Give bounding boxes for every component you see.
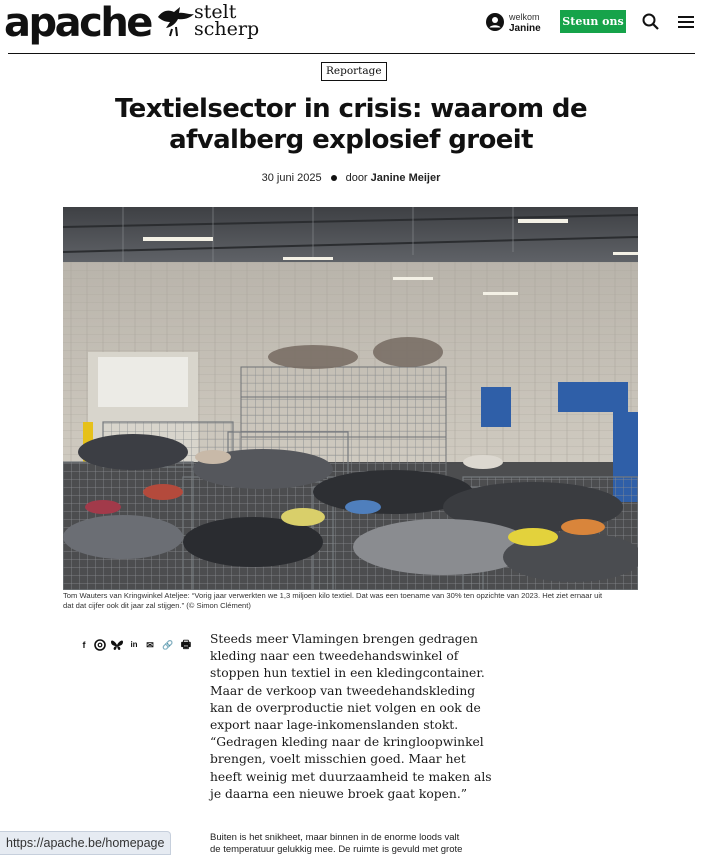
- print-icon[interactable]: 🖶: [180, 639, 192, 651]
- article-meta: [0, 171, 702, 185]
- user-icon: [486, 13, 504, 31]
- threads-icon[interactable]: [94, 639, 106, 651]
- article-lead: Steeds meer Vlamingen brengen gedragen kleding naar een tweedehandswinkel of stoppen hun textiel in een kledingcontainer. Maar de verkoop van tweedehandskleding kan de overproductie niet volgen en ook de export naar lage-inkomenslanden stokt. “Gedragen kleding naar de kringloopwinkel brengen, voelt misschien goed. Maar het heeft weinig met duurzaamheid te maken als je daarna een nieuwe broek gaat kopen.”: [210, 632, 492, 801]
- article-date: 30 juni 2025: [261, 172, 322, 184]
- bird-logo-icon: [156, 3, 196, 37]
- site-header: [0, 0, 702, 48]
- user-account[interactable]: [486, 12, 556, 36]
- email-icon[interactable]: ✉: [146, 640, 154, 650]
- article-title: Textielsector in crisis: waarom de afvalberg explosief groeit: [115, 94, 587, 155]
- category-tag[interactable]: Reportage: [321, 62, 387, 81]
- user-welcome: welkom: [509, 12, 540, 22]
- share-bar: [78, 638, 194, 652]
- search-icon[interactable]: [641, 12, 661, 32]
- header-divider: [8, 53, 695, 54]
- meta-separator: [331, 175, 337, 181]
- site-logo[interactable]: apache: [4, 0, 151, 46]
- article-body: Buiten is het snikheet, maar binnen in de enorme loods valt de temperatuur gelukkig mee. De ruimte is gevuld met grote: [210, 832, 463, 855]
- facebook-icon[interactable]: f: [82, 640, 86, 650]
- support-button[interactable]: Steun ons: [560, 10, 626, 33]
- linkedin-icon[interactable]: in: [130, 640, 138, 649]
- photo-caption: Tom Wauters van Kringwinkel Ateljee: “Vorig jaar verwerkten we 1,3 miljoen kilo textiel. Dat was een toename van 30% ten opzichte van 2023. Het ziet ernaar uit dat dat cijfer ook dit jaar zal stijgen.” (© Simon Clément): [63, 591, 603, 610]
- author-prefix: door: [345, 172, 368, 184]
- article-photo: [63, 207, 638, 590]
- article-author[interactable]: Janine Meijer: [370, 172, 441, 184]
- status-bar-url: https://apache.be/homepage: [0, 831, 171, 855]
- link-icon[interactable]: 🔗: [162, 640, 174, 650]
- hamburger-menu-icon[interactable]: [677, 14, 695, 30]
- user-name: Janine: [509, 23, 541, 34]
- bluesky-icon[interactable]: [110, 639, 124, 651]
- site-tagline: stelt scherp: [194, 1, 260, 40]
